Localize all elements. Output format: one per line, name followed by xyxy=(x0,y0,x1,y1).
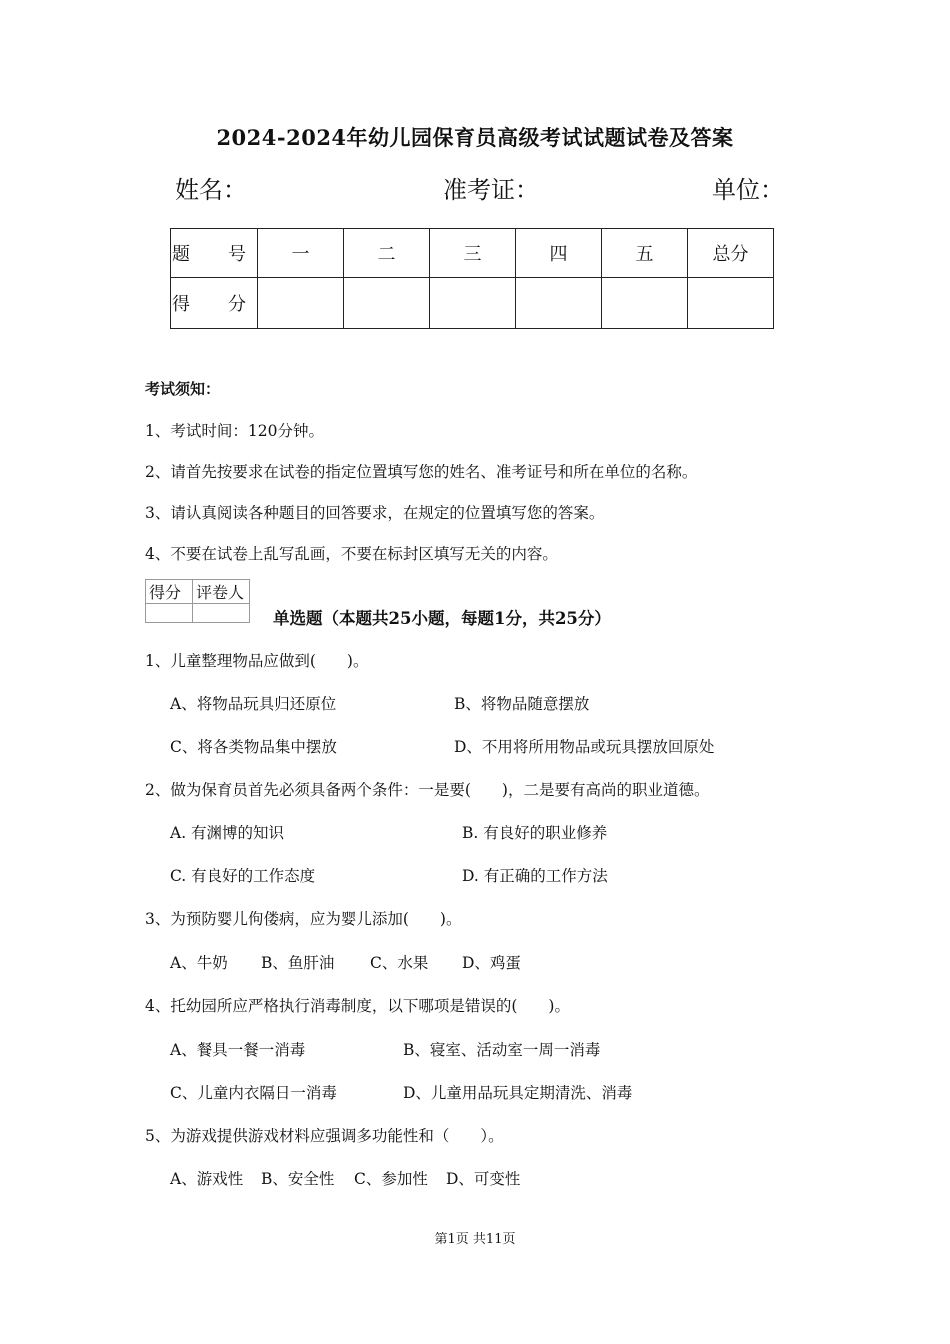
score-cell[interactable] xyxy=(430,278,516,329)
grader-score-cell[interactable] xyxy=(146,604,193,623)
question-option: A、牛奶 xyxy=(170,954,228,972)
grader-name-label: 评卷人 xyxy=(193,580,250,604)
exam-number-label: 准考证： xyxy=(443,176,539,204)
score-cell[interactable] xyxy=(516,278,602,329)
question-option: C、水果 xyxy=(370,954,429,972)
notice-item: 4、不要在试卷上乱写乱画，不要在标封区填写无关的内容。 xyxy=(145,545,558,563)
question-option: A、餐具一餐一消毒 xyxy=(170,1041,306,1059)
question-stem: 3、为预防婴儿佝偻病，应为婴儿添加( )。 xyxy=(145,910,462,928)
notice-item: 2、请首先按要求在试卷的指定位置填写您的姓名、准考证号和所在单位的名称。 xyxy=(145,463,698,481)
score-table-score-row xyxy=(171,278,774,329)
score-table-header-cell: 三 xyxy=(430,229,516,278)
question-option: D、儿童用品玩具定期清洗、消毒 xyxy=(403,1084,633,1102)
score-table-header-cell: 二 xyxy=(344,229,430,278)
question-option: A、游戏性 xyxy=(170,1170,244,1188)
score-table-header-cell: 题 号 xyxy=(171,229,258,278)
grader-box xyxy=(145,579,250,623)
question-stem: 2、做为保育员首先必须具备两个条件：一是要( )，二是要有高尚的职业道德。 xyxy=(145,781,710,799)
score-cell[interactable] xyxy=(258,278,344,329)
question-stem: 4、托幼园所应严格执行消毒制度，以下哪项是错误的( )。 xyxy=(145,997,570,1015)
question-option: B、将物品随意摆放 xyxy=(454,695,590,713)
notice-heading: 考试须知： xyxy=(145,380,221,398)
question-option: B、安全性 xyxy=(261,1170,335,1188)
question-option: D、不用将所用物品或玩具摆放回原处 xyxy=(454,738,715,756)
notice-item: 3、请认真阅读各种题目的回答要求，在规定的位置填写您的答案。 xyxy=(145,504,605,522)
question-option: A、将物品玩具归还原位 xyxy=(170,695,337,713)
question-option: C、将各类物品集中摆放 xyxy=(170,738,337,756)
question-option: D、可变性 xyxy=(446,1170,521,1188)
grader-name-cell[interactable] xyxy=(193,604,250,623)
page-footer: 第1页 共11页 xyxy=(434,1232,516,1247)
question-option: C. 有良好的工作态度 xyxy=(170,867,316,885)
score-cell[interactable] xyxy=(344,278,430,329)
score-cell[interactable] xyxy=(688,278,774,329)
question-option: B、寝室、活动室一周一消毒 xyxy=(403,1041,601,1059)
score-table-header-cell: 五 xyxy=(602,229,688,278)
question-option: D. 有正确的工作方法 xyxy=(462,867,608,885)
question-option: B、鱼肝油 xyxy=(261,954,335,972)
name-label: 姓名： xyxy=(175,176,247,204)
notice-item: 1、考试时间：120分钟。 xyxy=(145,422,324,440)
score-table-header-row xyxy=(171,229,774,278)
grader-score-label: 得分 xyxy=(146,580,193,604)
question-option: A. 有渊博的知识 xyxy=(170,824,285,842)
score-row-label: 得 分 xyxy=(171,278,258,329)
question-option: C、儿童内衣隔日一消毒 xyxy=(170,1084,337,1102)
section-title: 单选题（本题共25小题，每题1分，共25分） xyxy=(273,609,611,628)
unit-label: 单位： xyxy=(712,176,784,204)
score-table xyxy=(170,228,774,329)
score-cell[interactable] xyxy=(602,278,688,329)
score-table-header-cell: 四 xyxy=(516,229,602,278)
question-option: B. 有良好的职业修养 xyxy=(462,824,608,842)
score-table-header-cell: 一 xyxy=(258,229,344,278)
question-stem: 5、为游戏提供游戏材料应强调多功能性和（ ）。 xyxy=(145,1127,504,1145)
score-table-header-cell: 总分 xyxy=(688,229,774,278)
question-stem: 1、儿童整理物品应做到( )。 xyxy=(145,652,369,670)
question-option: D、鸡蛋 xyxy=(462,954,521,972)
question-option: C、参加性 xyxy=(354,1170,428,1188)
document-title: 2024-2024年幼儿园保育员高级考试试题试卷及答案 xyxy=(216,125,734,150)
